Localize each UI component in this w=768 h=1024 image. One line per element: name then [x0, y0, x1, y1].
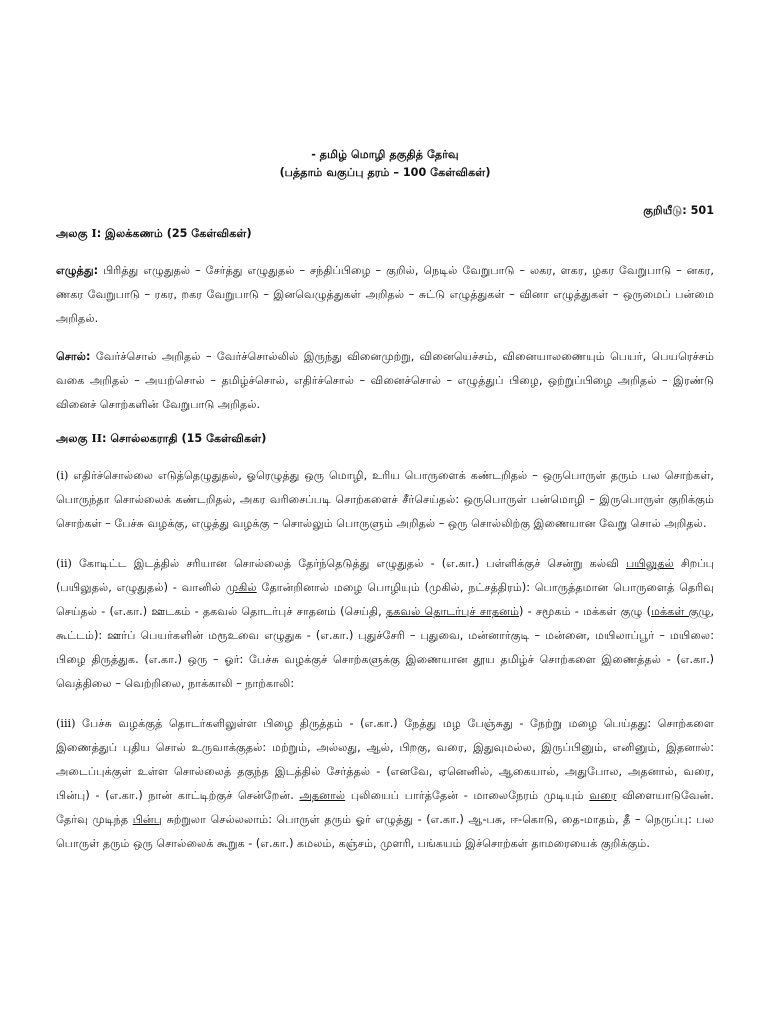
unit1-heading	[56, 224, 714, 243]
unit2-item-i	[56, 464, 714, 536]
item-ii-text-d: ) - சமூகம் - மக்கள் குழு (	[519, 605, 652, 618]
item-ii-underlined-1: பயிலுதல்	[625, 557, 674, 570]
item-ii-text-b: சிறப்பு (பயிலுதல், எழுதுதல்) - வானில்	[56, 557, 714, 594]
sol-paragraph	[56, 345, 714, 417]
unit2-item-iii	[56, 712, 714, 856]
item-iii-underlined-1: அதனால்	[299, 789, 346, 802]
ezhuthu-text: பிரித்து எழுதுதல் – சேர்த்து எழுதுதல் – சந்திப்பிழை – குறில், நெடில் வேறுபாடு – லகர, ளகர, ழகர வேறுபாடு – னகர, ணகர வேறுபாடு – ரகர, றகர வேறுபாடு – இனவெழுத்துகள் அறிதல் – சுட்டு எழுத்துகள் – வினா எழுத்துகள் – ஒருமைப் பன்மை அறிதல்.	[56, 264, 714, 325]
document-subtitle: (பத்தாம் வகுப்பு தரம் – 100 கேள்விகள்)	[279, 166, 491, 179]
item-iii-underlined-2: வரை	[589, 789, 617, 802]
unit1-heading-suffix: : இலக்கணம் (25 கேள்விகள்)	[96, 227, 252, 240]
item-i-text: எதிர்ச்சொல்லை எடுத்தெழுதுதல், ஓரெழுத்து ஒரு மொழி, உரிய பொருளைக் கண்டறிதல் – ஒருபொருள் தரும் பல சொற்கள், பொருந்தா சொல்லைக் கண்டறிதல், அகர வரிசைப்படி சொற்களைச் சீர்செய்தல்: ஒருபொருள் பன்மொழி – இருபொருள் குறிக்கும் சொற்கள் – பேச்சு வழக்கு, எழுத்து வழக்கு – சொல்லும் பொருளும் அறிதல் – ஒரு சொல்லிற்கு இணையான வேறு சொல் அறிதல்.	[56, 469, 714, 530]
sol-label: சொல்:	[56, 350, 91, 363]
item-ii-underlined-2: முகில்	[225, 581, 257, 594]
item-ii-underlined-3: தகவல் தொடர்புச் சாதனம்	[385, 605, 520, 618]
item-ii-text-c: தோன்றினால் மழை பொழியும் (முகில், நட்சத்திரம்): பொருத்தமான பொருளைத் தெரிவு செய்தல் - (எ.கா.) ஊடகம் - தகவல் தொடர்புச் சாதனம் (செய்தி,	[56, 581, 715, 618]
item-i-number: (i)	[56, 469, 69, 482]
unit2-item-ii	[56, 552, 714, 696]
unit2-heading-prefix: அலகு	[56, 432, 92, 445]
item-iii-text-b: புலியைப் பார்த்தேன் - மாலைநேரம் முடியும்	[345, 789, 590, 802]
subject-code: குறியீடு: 501	[643, 204, 714, 217]
unit2-heading	[56, 429, 714, 448]
item-iii-number: (iii)	[56, 717, 76, 730]
item-ii-text-e: , கூட்டம்): ஊர்ப் பெயர்களின் மரூஉவை எழுதுக - (எ.கா.) புதுச்சேரி – புதுவை, மன்னார்குடி – மன்னை, மயிலாப்பூர் – மயிலை: பிழை திருத்துக. (எ.கா.) ஒரு – ஓர்: பேச்சு வழக்குச் சொற்களுக்கு இணையான தூய தமிழ்ச் சொற்களை இணைத்தல் - (எ.கா.) வெத்திலை – வெற்றிலை, நாக்காலி – நாற்காலி:	[56, 605, 715, 690]
unit1-heading-prefix: அலகு	[56, 227, 92, 240]
ezhuthu-paragraph	[56, 259, 714, 331]
document-title: - தமிழ் மொழி தகுதித் தேர்வு	[311, 148, 459, 161]
unit1-heading-roman: I	[91, 226, 97, 240]
unit2-heading-roman: II	[91, 431, 102, 445]
item-iii-text-d: சுற்றுலா செல்லலாம்: பொருள் தரும் ஓர் எழுத்து - (எ.கா.) ஆ-பசு, ஈ-கொடு, தை-மாதம், தீ – நெருப்பு: பல பொருள் தரும் ஒரு சொல்லைக் கூறுக - (எ.கா.) கமலம், கஞ்சம், முளரி, பங்கயம் இச்சொற்கள் தாமரையைக் குறிக்கும்.	[56, 813, 714, 850]
document-page	[56, 140, 714, 856]
item-iii-text-a: பேச்சு வழக்குத் தொடர்களிலுள்ள பிழை திருத்தம் - (எ.கா.) நேத்து மழ பேஞ்சுது - நேற்று மழை பெய்தது: சொற்களை இணைத்துப் புதிய சொல் உருவாக்குதல்: மற்றும், அல்லது, ஆல், பிறகு, வரை, இதுவுமல்ல, இருப்பினும், எனினும், இதனால்: அடைப்புக்குள் உள்ள சொல்லைத் தகுந்த இடத்தில் சேர்த்தல் - (எனவே, ஏனெனில், ஆகையால், அதுபோல, அதனால், வரை, பின்பு) - (எ.கா.) நான் காட்டிற்குச் சென்றேன்.	[56, 717, 714, 802]
ezhuthu-label: எழுத்து:	[56, 264, 99, 277]
item-ii-number: (ii)	[56, 557, 72, 570]
unit2-heading-suffix: : சொல்லகராதி (15 கேள்விகள்)	[101, 432, 267, 445]
item-ii-underlined-4: மக்கள் குழு	[651, 605, 711, 618]
title-block	[56, 146, 714, 182]
item-ii-text-a: கோடிட்ட இடத்தில் சரியான சொல்லைத் தேர்ந்தெடுத்து எழுதுதல் - (எ.கா.) பள்ளிக்குச் சென்று கல்வி	[71, 557, 626, 570]
item-iii-text-c: விளையாடுவேன். தேர்வு முடிந்த	[56, 789, 714, 826]
item-iii-underlined-3: பின்பு	[132, 813, 163, 826]
sol-text: வேர்ச்சொல் அறிதல் – வேர்ச்சொல்லில் இருந்து வினைமுற்று, வினையெச்சம், வினையாலணையும் பெயர், பெயரெச்சம் வகை அறிதல் – அயற்சொல் – தமிழ்ச்சொல், எதிர்ச்சொல் – வினைச்சொல் – எழுத்துப் பிழை, ஒற்றுப்பிழை அறிதல் – இரண்டு வினைச் சொற்களின் வேறுபாடு அறிதல்.	[56, 350, 714, 411]
